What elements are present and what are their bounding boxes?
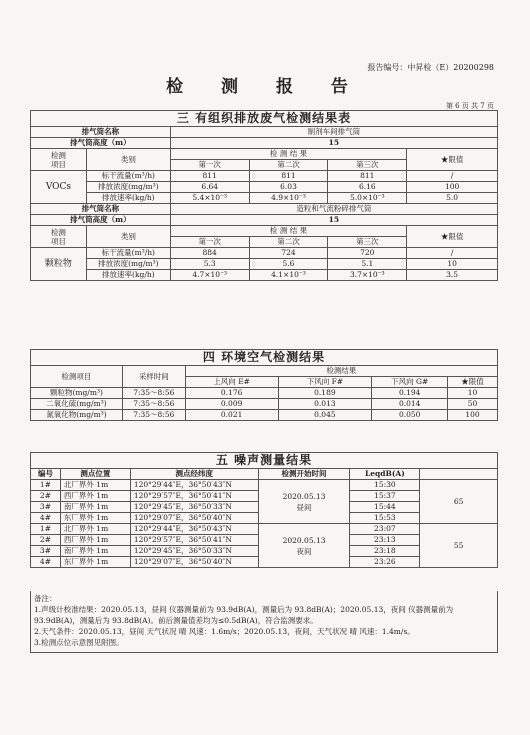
cell: 120°29′57″E，36°50′41″N <box>130 535 258 546</box>
cell: 4# <box>31 513 61 524</box>
limit-cell: 55 <box>420 524 498 568</box>
param-name: 排放浓度(mg/m³) <box>86 182 170 193</box>
result-header: 检测结果 <box>185 366 497 377</box>
limit-header: ★限值 <box>407 226 498 248</box>
cell: 120°29′45″E，36°50′33″N <box>130 502 258 513</box>
location-header: 测点位置 <box>60 469 130 480</box>
cell: 北厂界外 1m <box>60 524 130 535</box>
coords-header: 测点经纬度 <box>130 469 258 480</box>
cell: 100 <box>448 410 498 421</box>
cell: 3# <box>31 546 61 557</box>
cell: 5.3 <box>170 259 249 270</box>
type-header: 类别 <box>86 149 170 171</box>
note-item: 3.检测点位示意图见附图。 <box>34 638 124 647</box>
cell: 811 <box>249 171 328 182</box>
stack-height-value: 15 <box>170 138 497 149</box>
pollutant-name: 颗粒物 <box>31 248 87 281</box>
cell: 15:44 <box>350 502 420 513</box>
noise-table <box>30 452 498 568</box>
cell: 0.045 <box>278 410 372 421</box>
cell: 50 <box>448 399 498 410</box>
cell: 氮氧化物(mg/m³) <box>31 410 123 421</box>
section-title: 四 环境空气检测结果 <box>31 350 498 366</box>
cell: 720 <box>328 248 407 259</box>
item-header: 检测 项目 <box>31 226 87 248</box>
cell: 3.5 <box>407 270 498 281</box>
cell: 23:13 <box>350 535 420 546</box>
cell: 北厂界外 1m <box>60 480 130 491</box>
limit-header <box>420 469 498 480</box>
type-header: 类别 <box>86 226 170 248</box>
result-header: 检 测 结 果 <box>170 149 406 160</box>
date-period-cell: 2020.05.13 夜间 <box>258 524 350 568</box>
start-time-header: 检测开始时间 <box>258 469 350 480</box>
cell: 23:07 <box>350 524 420 535</box>
notes-title: 备注： <box>34 594 57 603</box>
cell: 4.1×10⁻³ <box>249 270 328 281</box>
stack-height-label: 排气筒高度（m） <box>31 215 171 226</box>
section-title: 五 噪声测量结果 <box>31 453 498 469</box>
run-header: 第三次 <box>328 237 407 248</box>
cell: 724 <box>249 248 328 259</box>
cell: 东厂界外 1m <box>60 557 130 568</box>
cell: 5.1 <box>328 259 407 270</box>
cell: 15:37 <box>350 491 420 502</box>
item-header: 检测项目 <box>31 366 123 388</box>
cell: 3.7×10⁻³ <box>328 270 407 281</box>
page-title: 检 测 报 告 <box>166 77 364 97</box>
cell: 15:30 <box>350 480 420 491</box>
cell: 23:18 <box>350 546 420 557</box>
cell: 0.194 <box>372 388 448 399</box>
limit-header: ★限值 <box>448 377 498 388</box>
cell: 811 <box>328 171 407 182</box>
cell: 二氧化硫(mg/m³) <box>31 399 123 410</box>
section-title: 三 有组织排放废气检测结果表 <box>31 111 498 127</box>
cell: / <box>407 171 498 182</box>
param-name: 标干流量(m³/h) <box>86 171 170 182</box>
cell: 0.009 <box>185 399 278 410</box>
run-header: 第三次 <box>328 160 407 171</box>
result-header: 检 测 结 果 <box>170 226 406 237</box>
param-name: 标干流量(m³/h) <box>86 248 170 259</box>
param-name: 排放速率(kg/h) <box>86 193 170 204</box>
cell: 811 <box>170 171 249 182</box>
cell: 120°29′44″E，36°50′43″N <box>130 480 258 491</box>
point-header: 下风向 G# <box>372 377 448 388</box>
cell: 5.0×10⁻³ <box>328 193 407 204</box>
cell: 4.9×10⁻³ <box>249 193 328 204</box>
cell: 15:53 <box>350 513 420 524</box>
time-header: 采样时间 <box>122 366 185 388</box>
cell: 颗粒物(mg/m³) <box>31 388 123 399</box>
cell: 6.64 <box>170 182 249 193</box>
notes-block <box>30 591 498 653</box>
stack-name-value: 造粒和气流粉碎排气筒 <box>170 204 497 215</box>
cell: 120°29′44″E，36°50′43″N <box>130 524 258 535</box>
cell: 120°29′45″E，36°50′33″N <box>130 546 258 557</box>
no-header: 编号 <box>31 469 61 480</box>
cell: 5.0 <box>407 193 498 204</box>
cell: 4.7×10⁻³ <box>170 270 249 281</box>
cell: 南厂界外 1m <box>60 546 130 557</box>
cell: 120°29′57″E，36°50′41″N <box>130 491 258 502</box>
date-period-cell: 2020.05.13 昼间 <box>258 480 350 524</box>
stack-name-label: 排气筒名称 <box>31 204 171 215</box>
cell: 884 <box>170 248 249 259</box>
cell: 2# <box>31 491 61 502</box>
point-header: 上风向 E# <box>185 377 278 388</box>
run-header: 第二次 <box>249 237 328 248</box>
cell: 2# <box>31 535 61 546</box>
cell: 1# <box>31 480 61 491</box>
cell: / <box>407 248 498 259</box>
page-number: 第 6 页 共 7 页 <box>445 102 494 110</box>
leq-header: LeqdB(A) <box>350 469 420 480</box>
cell: 3# <box>31 502 61 513</box>
cell: 4# <box>31 557 61 568</box>
param-name: 排放速率(kg/h) <box>86 270 170 281</box>
cell: 1# <box>31 524 61 535</box>
cell: 西厂界外 1m <box>60 535 130 546</box>
cell: 7:35～8:56 <box>122 399 185 410</box>
cell: 0.021 <box>185 410 278 421</box>
item-header: 检测 项目 <box>31 149 87 171</box>
cell: 0.050 <box>372 410 448 421</box>
ambient-air-table <box>30 349 498 421</box>
cell: 120°29′07″E，36°50′40″N <box>130 513 258 524</box>
run-header: 第一次 <box>170 160 249 171</box>
note-item: 1.声级计校准结果：2020.05.13，昼间 仪器测量前为 93.9dB(A)，测量后为 93.8dB(A)；2020.05.13，夜间 仪器测量前为 93.9dB(A)，测量后为 93.8dB(A)。前后测量值差均为≤0.5dB(A)，符合监测要求。 <box>34 605 454 625</box>
cell: 6.16 <box>328 182 407 193</box>
cell: 10 <box>448 388 498 399</box>
cell: 120°29′07″E，36°50′40″N <box>130 557 258 568</box>
cell: 6.03 <box>249 182 328 193</box>
cell: 7:35～8:56 <box>122 410 185 421</box>
cell: 东厂界外 1m <box>60 513 130 524</box>
cell: 南厂界外 1m <box>60 502 130 513</box>
cell: 7:35～8:56 <box>122 388 185 399</box>
stack-name-label: 排气筒名称 <box>31 127 171 138</box>
point-header: 下风向 F# <box>278 377 372 388</box>
note-item: 2.天气条件：2020.05.13，昼间 天气状况 晴 风速：1.6m/s；2020.05.13，夜间，天气状况 晴 风速：1.4m/s。 <box>34 627 415 636</box>
limit-header: ★限值 <box>407 149 498 171</box>
run-header: 第二次 <box>249 160 328 171</box>
limit-cell: 65 <box>420 480 498 524</box>
cell: 5.4×10⁻³ <box>170 193 249 204</box>
report-number: 报告编号：中昇检（E）20200298 <box>367 63 494 72</box>
cell: 0.189 <box>278 388 372 399</box>
cell: 0.176 <box>185 388 278 399</box>
run-header: 第一次 <box>170 237 249 248</box>
stack-height-label: 排气筒高度（m） <box>31 138 171 149</box>
cell: 100 <box>407 182 498 193</box>
cell: 西厂界外 1m <box>60 491 130 502</box>
param-name: 排放浓度(mg/m³) <box>86 259 170 270</box>
cell: 0.014 <box>372 399 448 410</box>
stack-height-value: 15 <box>170 215 497 226</box>
cell: 5.6 <box>249 259 328 270</box>
cell: 23:26 <box>350 557 420 568</box>
stack-name-value: 制剂车间排气筒 <box>170 127 497 138</box>
cell: 10 <box>407 259 498 270</box>
cell: 0.013 <box>278 399 372 410</box>
pollutant-name: VOCs <box>31 171 87 204</box>
organized-exhaust-table <box>30 110 498 281</box>
